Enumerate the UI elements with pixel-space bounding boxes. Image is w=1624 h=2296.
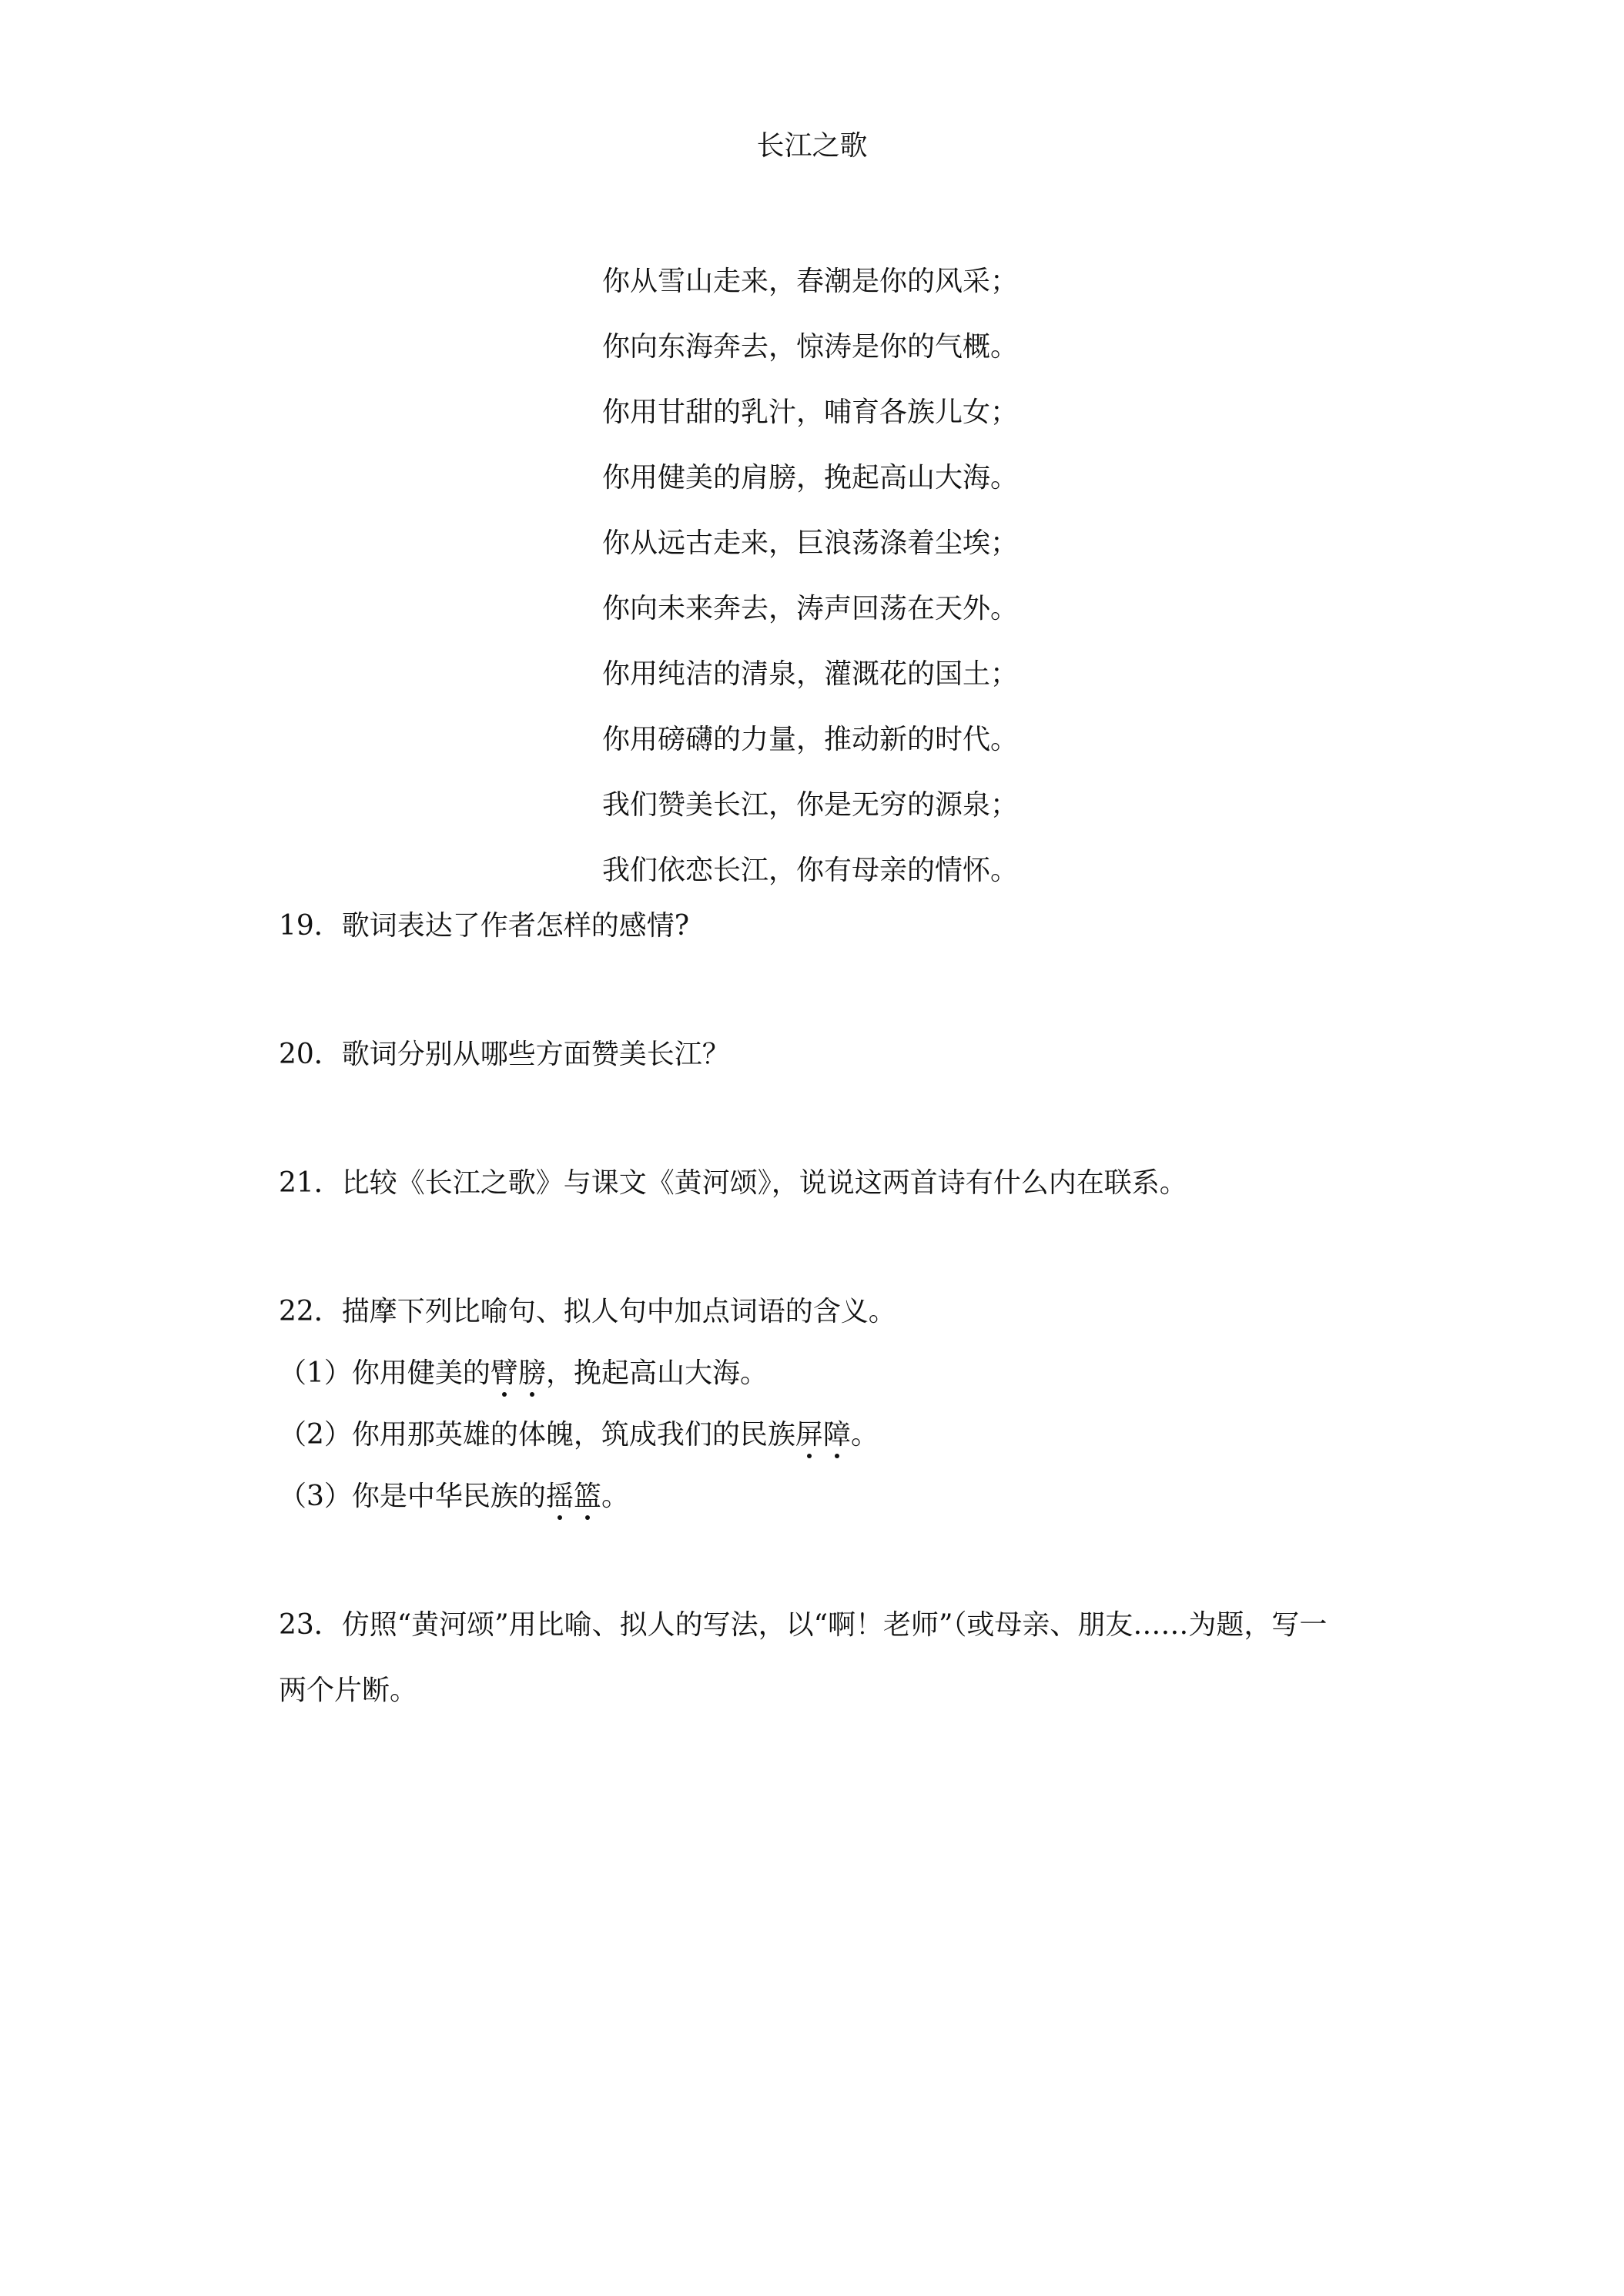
question-19: 19．歌词表达了作者怎样的感情? bbox=[279, 910, 690, 942]
poem-line: 我们依恋长江，你有母亲的情怀。 bbox=[602, 855, 1019, 886]
question-23-line-2: 两个片断。 bbox=[279, 1675, 418, 1706]
question-23-line-1: 23．仿照“黄河颂”用比喻、拟人的写法，以“啊！老师”（或母亲、朋友……为题，写一 bbox=[279, 1609, 1328, 1641]
question-21: 21．比较《长江之歌》与课文《黄河颂》，说说这两首诗有什么内在联系。 bbox=[279, 1167, 1187, 1199]
item-text: （3）你是中华民族的 bbox=[279, 1481, 546, 1512]
poem-line: 你向东海奔去，惊涛是你的气概。 bbox=[602, 331, 1019, 363]
poem-line: 我们赞美长江，你是无穷的源泉； bbox=[602, 789, 1019, 821]
item-text: （1）你用健美的 bbox=[279, 1357, 491, 1389]
question-22-item-1 bbox=[279, 1358, 768, 1389]
item-text: 。 bbox=[601, 1481, 629, 1512]
poem-line: 你用磅礴的力量，推动新的时代。 bbox=[602, 724, 1019, 755]
poem-line: 你用甘甜的乳汁，哺育各族儿女； bbox=[602, 397, 1019, 428]
poem-line: 你从远古走来，巨浪荡涤着尘埃； bbox=[602, 527, 1019, 559]
emphasized-char: 篮 bbox=[573, 1481, 601, 1512]
poem-line: 你用健美的肩膀，挽起高山大海。 bbox=[602, 462, 1019, 494]
emphasized-char: 膀 bbox=[517, 1357, 546, 1389]
poem-title: 长江之歌 bbox=[756, 130, 868, 162]
item-text: （2）你用那英雄的体魄，筑成我们的民族 bbox=[279, 1419, 795, 1451]
emphasized-char: 摇 bbox=[545, 1481, 574, 1512]
item-text: 。 bbox=[850, 1419, 879, 1451]
poem-line: 你用纯洁的清泉，灌溉花的国土； bbox=[602, 658, 1019, 690]
question-20: 20．歌词分别从哪些方面赞美长江？ bbox=[279, 1039, 730, 1070]
emphasized-char: 臂 bbox=[490, 1357, 518, 1389]
emphasized-char: 屏 bbox=[795, 1419, 823, 1451]
poem-body bbox=[602, 266, 1141, 921]
question-22-item-2 bbox=[279, 1420, 879, 1451]
item-text: ，挽起高山大海。 bbox=[545, 1357, 768, 1389]
emphasized-char: 障 bbox=[822, 1419, 851, 1451]
poem-line: 你从雪山走来，春潮是你的风采； bbox=[602, 266, 1019, 297]
poem-line: 你向未来奔去，涛声回荡在天外。 bbox=[602, 593, 1019, 624]
question-22-item-3 bbox=[279, 1481, 629, 1512]
question-22: 22．描摩下列比喻句、拟人句中加点词语的含义。 bbox=[279, 1296, 896, 1327]
